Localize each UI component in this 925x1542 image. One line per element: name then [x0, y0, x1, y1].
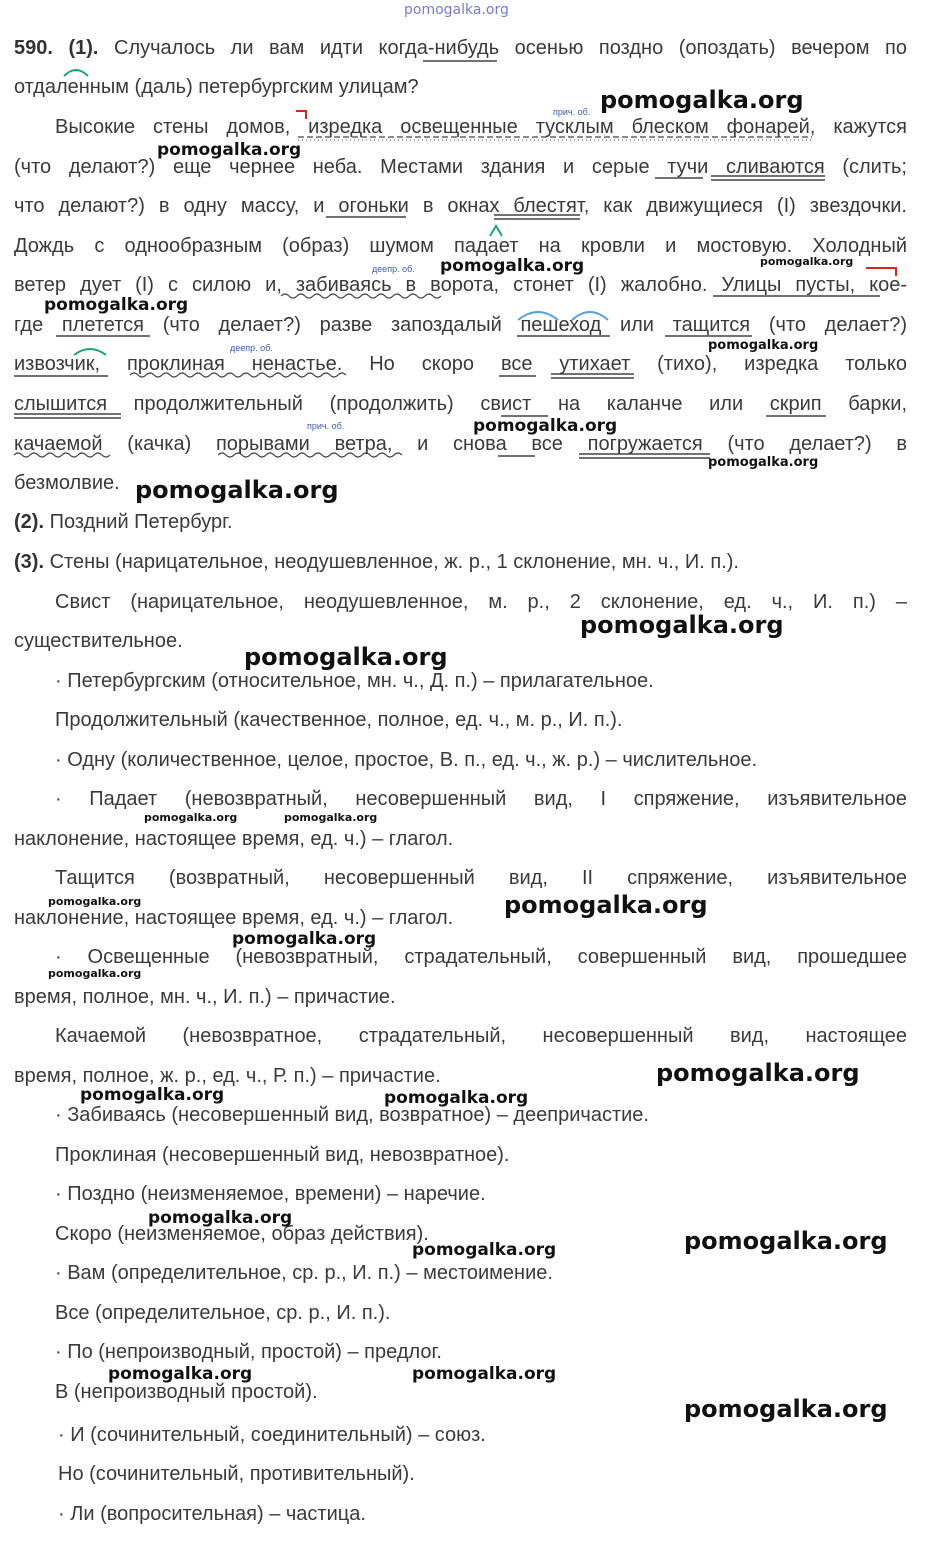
wavy-underline-mark: [218, 453, 402, 457]
text-line: В (непроизводный простой).: [55, 1381, 318, 1403]
text-line: Все (определительное, ср. р., И. п.).: [55, 1302, 391, 1324]
watermark: pomogalka.org: [412, 1240, 557, 1260]
watermark: pomogalka.org: [384, 1088, 529, 1108]
text-line: Скоро (неизменяемое, образ действия).: [55, 1223, 429, 1245]
text-line: Но (сочинительный, противительный).: [58, 1463, 415, 1485]
root-arc-mark: [572, 312, 608, 320]
text-line: где плетется (что делает?) разве запоздалый пешеход или тащится (что делает?): [14, 314, 907, 336]
text-line: · И (сочинительный, соединительный) – союз.: [58, 1424, 486, 1446]
prefix-mark: [296, 111, 306, 119]
watermark: pomogalka.org: [708, 455, 819, 470]
annotation-label: прич. об.: [553, 107, 591, 117]
text-line: · Поздно (неизменяемое, времени) – наречие.: [55, 1183, 486, 1205]
watermark: pomogalka.org: [80, 1085, 225, 1105]
text-line: · Ли (вопросительная) – частица.: [58, 1503, 366, 1525]
watermark: pomogalka.org: [684, 1227, 888, 1255]
text-line: Проклиная (несовершенный вид, невозвратное).: [55, 1144, 510, 1166]
watermark: pomogalka.org: [44, 295, 189, 315]
watermark: pomogalka.org: [656, 1059, 860, 1087]
text-line: (3). Стены (нарицательное, неодушевленное, ж. р., 1 склонение, мн. ч., И. п.).: [14, 551, 739, 573]
root-arc-mark: [64, 70, 88, 76]
text-line: слышится продолжительный (продолжить) свист на каланче или скрип барки,: [14, 393, 907, 415]
text-line: (что делают?) еще чернее неба. Местами здания и серые тучи сливаются (слить;: [14, 156, 907, 178]
text-line: качаемой (качка) порывами ветра, и снова все погружается (что делает?) в: [14, 433, 907, 455]
wavy-underline-mark: [14, 453, 110, 457]
watermark: pomogalka.org: [600, 86, 804, 114]
text-line: · Падает (невозвратный, несовершенный вид, I спряжение, изъявительное: [55, 788, 907, 810]
suffix-mark: [490, 226, 502, 236]
text-line: · Забиваясь (несовершенный вид, возвратное) – деепричастие.: [55, 1104, 649, 1126]
annotation-label: деепр. об.: [372, 264, 415, 274]
text-line-rest: Стены (нарицательное, неодушевленное, ж. р., 1 склонение, мн. ч., И. п.).: [49, 551, 739, 573]
watermark: pomogalka.org: [473, 416, 618, 436]
watermark: pomogalka.org: [760, 255, 854, 268]
watermark: pomogalka.org: [108, 1364, 253, 1384]
watermark: pomogalka.org: [144, 811, 238, 824]
text-line: отдаленным (даль) петербургским улицам?: [14, 76, 419, 98]
text-line: Свист (нарицательное, неодушевленное, м. р., 2 склонение, ед. ч., И. п.) –: [55, 591, 907, 613]
text-line: Продолжительный (качественное, полное, ед. ч., м. р., И. п.).: [55, 709, 623, 731]
watermark: pomogalka.org: [157, 140, 302, 160]
text-line: · Петербургским (относительное, мн. ч., Д. п.) – прилагательное.: [55, 670, 654, 692]
header-watermark: pomogalka.org: [404, 2, 509, 18]
text-line: время, полное, ж. р., ед. ч., Р. п.) – причастие.: [14, 1065, 441, 1087]
wavy-underline-mark: [281, 294, 441, 298]
text-line: Высокие стены домов, изредка освещенные тусклым блеском фонарей, кажутся: [55, 116, 907, 138]
text-line: наклонение, настоящее время, ед. ч.) – глагол.: [14, 828, 454, 850]
annotation-label: прич. об.: [307, 421, 345, 431]
watermark: pomogalka.org: [244, 643, 448, 671]
text-line: (2). Поздний Петербург.: [14, 511, 233, 533]
root-arc-mark: [518, 312, 558, 320]
prefix-mark: [866, 268, 896, 276]
text-line: ветер дует (I) с силою и, забиваясь в ворота, стонет (I) жалобно. Улицы пусты, кое-: [14, 274, 907, 296]
text-line: · Освещенные (невозвратный, страдательный, совершенный вид, прошедшее: [55, 946, 907, 968]
text-line: что делают?) в одну массу, и огоньки в окнах блестят, как движущиеся (I) звездочки.: [14, 195, 907, 217]
watermark: pomogalka.org: [232, 929, 377, 949]
text-line: · Одну (количественное, целое, простое, В. п., ед. ч., ж. р.) – числительное.: [55, 749, 758, 771]
wavy-underline-mark: [130, 373, 346, 377]
watermark: pomogalka.org: [580, 611, 784, 639]
root-arc-mark: [74, 349, 106, 355]
text-line: · Вам (определительное, ср. р., И. п.) – местоимение.: [55, 1262, 553, 1284]
text-line: 590. (1). Случалось ли вам идти когда-нибудь осенью поздно (опоздать) вечером по: [14, 37, 908, 59]
watermark: pomogalka.org: [284, 811, 378, 824]
text-line-rest: Случалось ли вам идти когда-нибудь осенью поздно (опоздать) вечером по: [114, 37, 908, 59]
watermark: pomogalka.org: [135, 476, 339, 504]
watermark: pomogalka.org: [412, 1364, 557, 1384]
text-line-rest: Поздний Петербург.: [49, 511, 233, 533]
watermark: pomogalka.org: [504, 891, 708, 919]
text-line: время, полное, мн. ч., И. п.) – причастие.: [14, 986, 396, 1008]
watermark: pomogalka.org: [48, 967, 142, 980]
annotation-label: деепр. об.: [230, 343, 273, 353]
text-line: наклонение, настоящее время, ед. ч.) – глагол.: [14, 907, 454, 929]
text-line: · По (непроизводный, простой) – предлог.: [55, 1341, 442, 1363]
text-line: существительное.: [14, 630, 183, 652]
text-line: Качаемой (невозвратное, страдательный, несовершенный вид, настоящее: [55, 1025, 907, 1047]
watermark: pomogalka.org: [48, 895, 142, 908]
watermark: pomogalka.org: [684, 1395, 888, 1423]
text-line: Тащится (возвратный, несовершенный вид, II спряжение, изъявительное: [55, 867, 907, 889]
text-line: извозчик, проклиная ненастье. Но скоро все утихает (тихо), изредка только: [14, 353, 907, 375]
watermark: pomogalka.org: [440, 256, 585, 276]
watermark: pomogalka.org: [148, 1208, 293, 1228]
text-line: безмолвие.: [14, 472, 120, 494]
text-line: Дождь с однообразным (образ) шумом падает на кровли и мостовую. Холодный: [14, 235, 907, 257]
watermark: pomogalka.org: [708, 338, 819, 353]
